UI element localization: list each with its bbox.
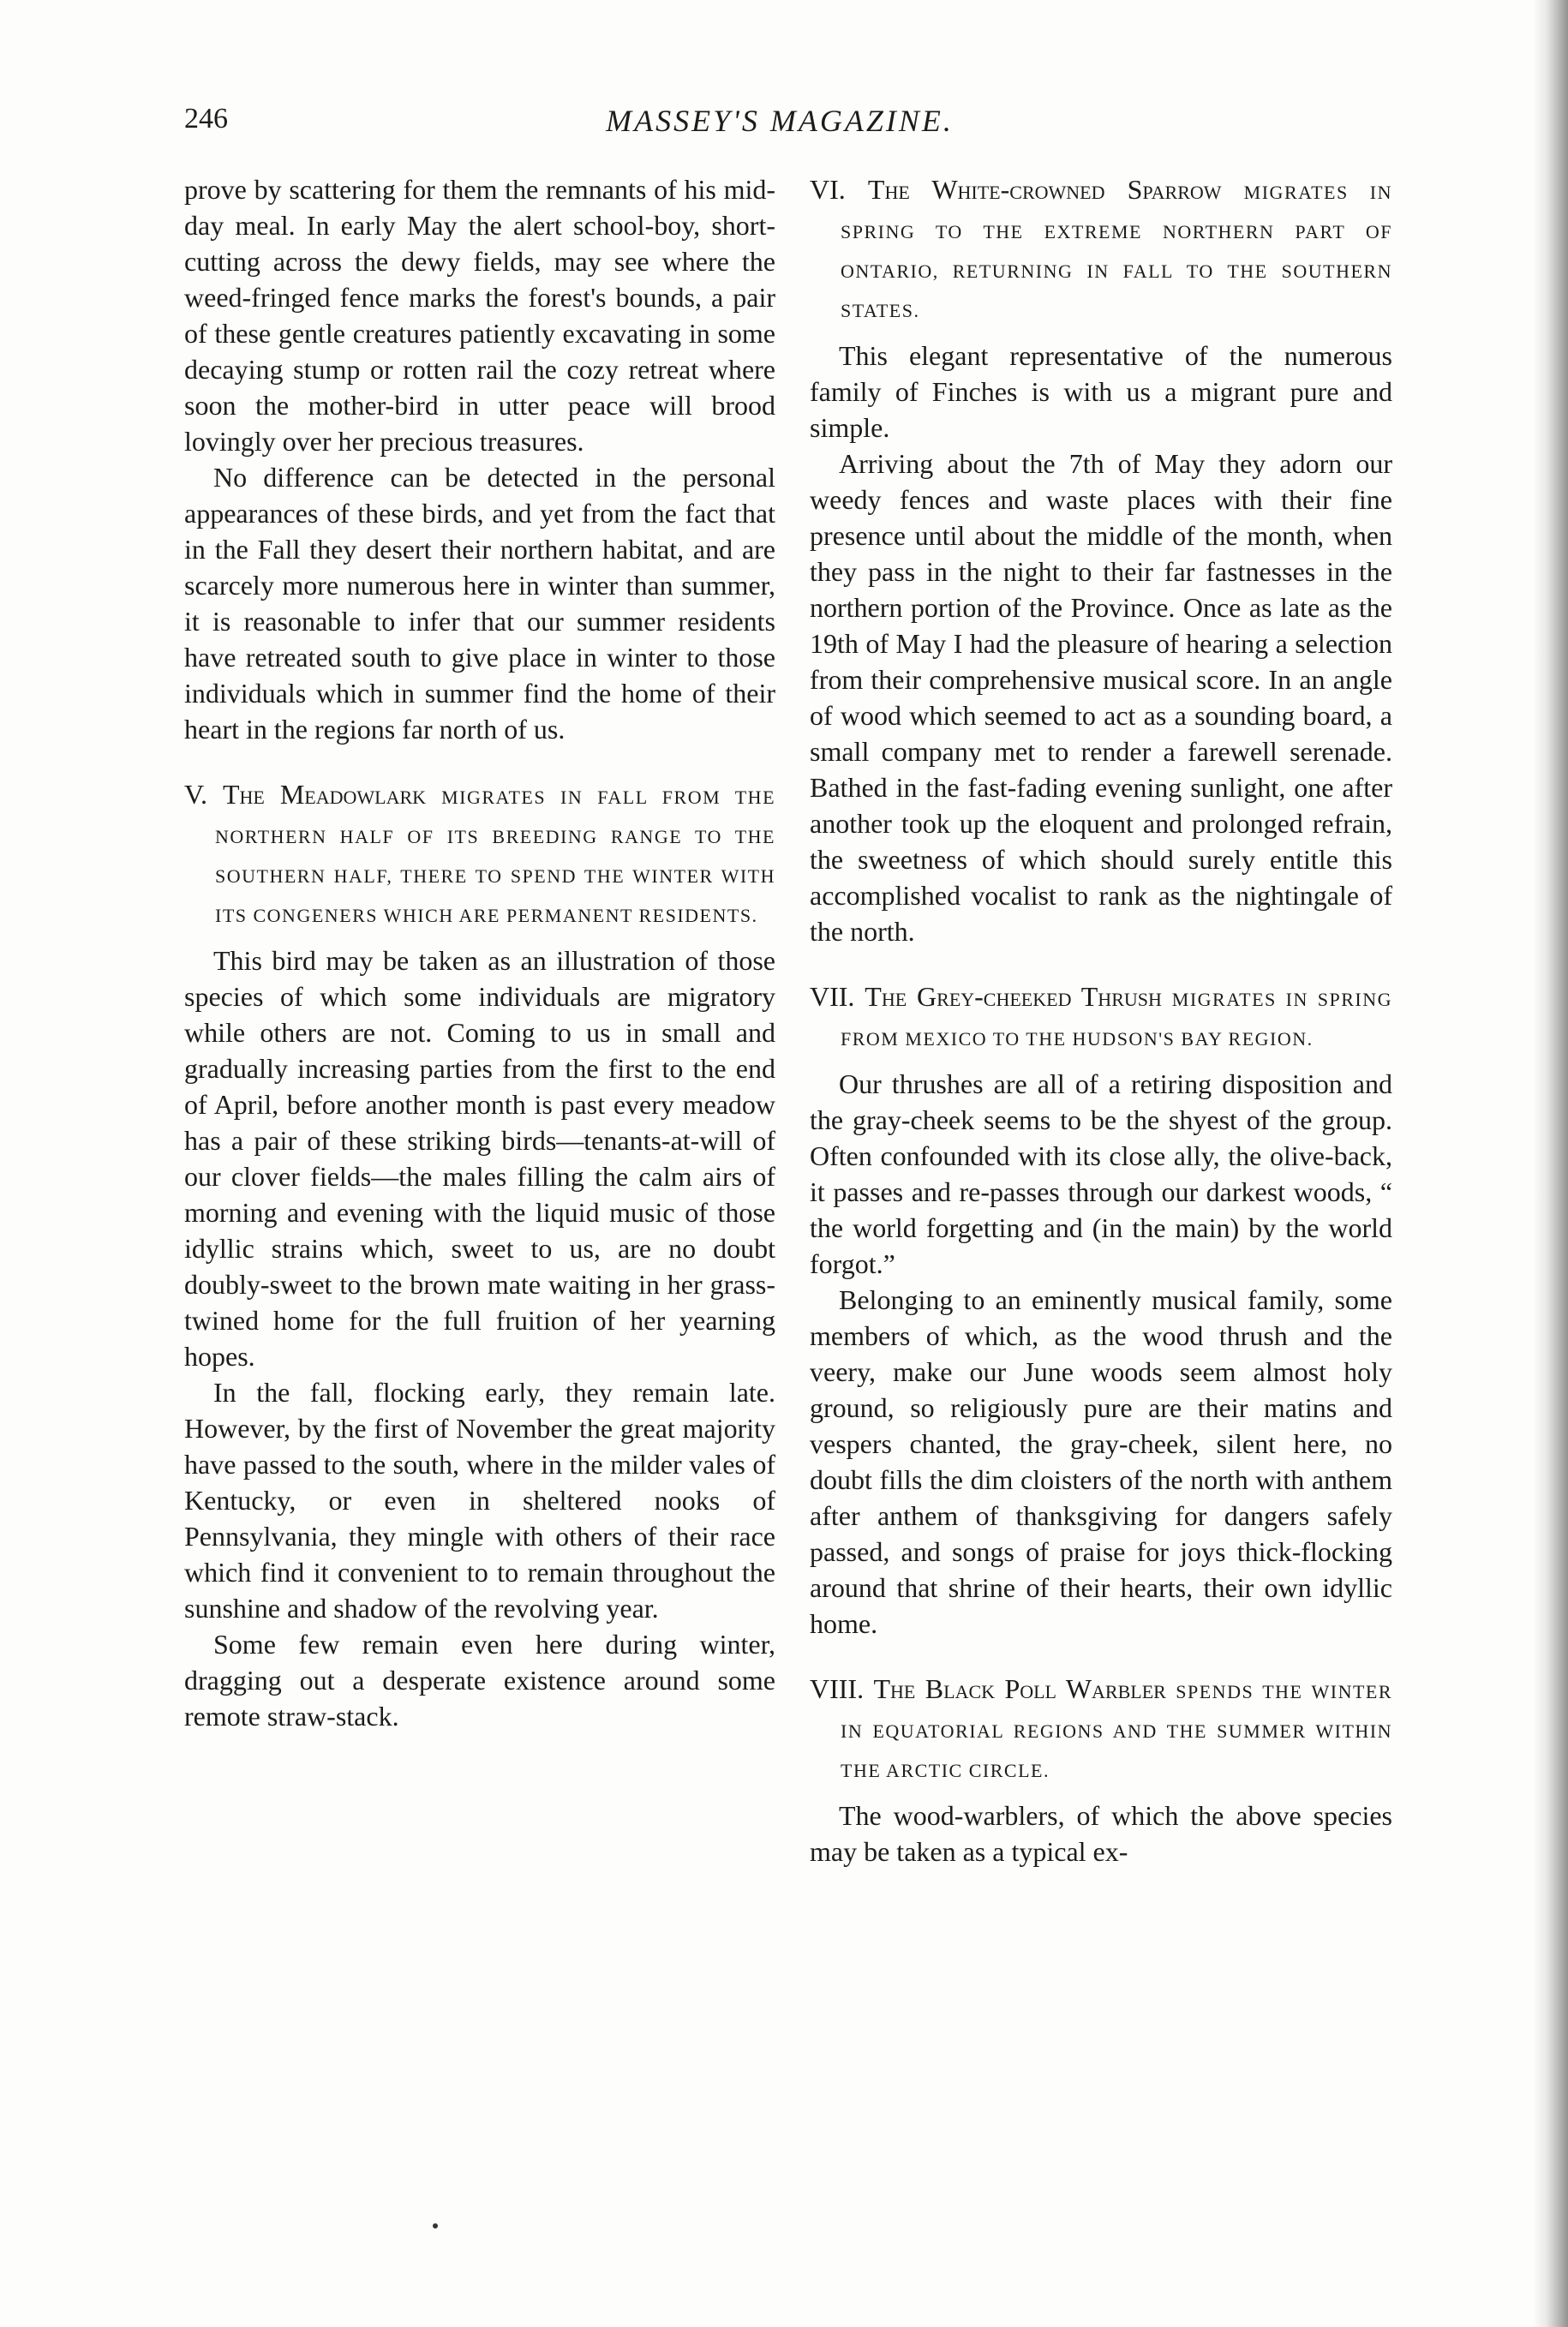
paragraph: prove by scattering for them the remnants of his mid-day meal. In early May the alert school-boy, short-cutting across the dewy fields, may see where the weed-fringed fence marks the forest's bounds, a pair of these gentle creatures patiently excavating in some decaying stump or rotten rail the cozy retreat where soon the mother-bird in utter peace will brood lovingly over her precious treasures.: [184, 174, 775, 457]
section-heading-viii: [810, 1671, 1392, 1789]
section-lead: The White-crowned Sparrow: [867, 174, 1222, 205]
paragraph: In the fall, flocking early, they remain late. However, by the first of November the great majority have passed to the south, where in the milder vales of Kentucky, or even in sheltered nooks of Pennsylvania, they mingle with others of their race which find it convenient to to remain throughout the sunshine and shadow of the revolving year.: [184, 1377, 775, 1624]
section-subtitle: MIGRATES IN SPRING FROM MEXICO TO THE HUDSON'S BAY REGION.: [841, 989, 1392, 1050]
paragraph: Our thrushes are all of a retiring disposition and the gray-cheek seems to be the shyest of the group. Often confounded with its close ally, the olive-back, it passes and re-passes through our darkest woods, “ the world forgetting and (in the main) by the world forgot.”: [810, 1068, 1392, 1279]
section-heading-v: [184, 776, 775, 934]
page-header: [184, 103, 1375, 154]
ink-speck: [433, 2223, 438, 2228]
paragraph: No difference can be detected in the personal appearances of these birds, and yet from the fact that in the Fall they desert their northern habitat, and are scarcely more numerous here in winter than summer, it is reasonable to infer that our summer residents have retreated south to give place in winter to those individuals which in summer find the home of their heart in the regions far north of us.: [184, 462, 775, 745]
page-number: 246: [184, 103, 228, 135]
paragraph: Some few remain even here during winter, dragging out a desperate existence around some remote straw-stack.: [184, 1629, 775, 1732]
section-heading-vi: [810, 171, 1392, 329]
paragraph: This elegant representative of the numerous family of Finches is with us a migrant pure and simple.: [810, 340, 1392, 443]
page-edge-shadow: [1532, 0, 1568, 2327]
paragraph: The wood-warblers, of which the above species may be taken as a typical ex-: [810, 1800, 1392, 1867]
paragraph: Belonging to an eminently musical family, some members of which, as the wood thrush and the veery, make our June woods seem almost holy ground, so religiously pure are their matins and vespers chanted, the gray-cheek, silent here, no doubt fills the dim cloisters of the north with anthem after anthem of thanksgiving for dangers safely passed, and songs of praise for joys thick-flocking around that shrine of their hearts, their own idyllic home.: [810, 1284, 1392, 1639]
running-title: MASSEY'S MAGAZINE.: [606, 104, 954, 138]
section-number: VIII.: [810, 1673, 865, 1704]
left-column: [184, 171, 775, 1734]
section-subtitle: MIGRATES IN FALL FROM THE NORTHERN HALF OF ITS BREEDING RANGE TO THE SOUTHERN HALF, THERE TO SPEND THE WINTER WITH ITS CONGENERS WHICH ARE PERMANENT RESIDENTS.: [215, 787, 776, 926]
section-subtitle: SPENDS THE WINTER IN EQUATORIAL REGIONS AND THE SUMMER WITHIN THE ARCTIC CIRCLE.: [841, 1681, 1393, 1781]
paragraph: This bird may be taken as an illustration of those species of which some individuals are migratory while others are not. Coming to us in small and gradually increasing parties from the first to the end of April, before another month is past every meadow has a pair of these striking birds—tenants-at-will of our clover fields—the males filling the calm airs of morning and evening with the liquid music of those idyllic strains which, sweet to us, are no doubt doubly-sweet to the brown mate waiting in her grass-twined home for the full fruition of her yearning hopes.: [184, 945, 775, 1372]
section-subtitle: MIGRATES IN SPRING TO THE EXTREME NORTHERN PART OF ONTARIO, RETURNING IN FALL TO THE SOUTHERN STATES.: [841, 182, 1393, 321]
right-column: [810, 171, 1392, 1869]
section-lead: The Grey-cheeked Thrush: [865, 981, 1162, 1012]
section-lead: The Meadowlark: [222, 779, 427, 810]
section-number: VII.: [810, 981, 855, 1012]
paragraph: Arriving about the 7th of May they adorn our weedy fences and waste places with their fine presence until about the middle of the month, when they pass in the night to their far fastnesses in the northern portion of the Province. Once as late as the 19th of May I had the pleasure of hearing a selection from their comprehensive musical score. In an angle of wood which seemed to act as a sounding board, a small company met to render a farewell serenade. Bathed in the fast-fading evening sunlight, one after another took up the eloquent and prolonged refrain, the sweetness of which should surely entitle this accomplished vocalist to rank as the nightingale of the north.: [810, 448, 1392, 947]
section-heading-vii: [810, 978, 1392, 1057]
section-lead: The Black Poll Warbler: [873, 1673, 1166, 1704]
section-number: VI.: [810, 174, 846, 205]
section-number: V.: [184, 779, 207, 810]
